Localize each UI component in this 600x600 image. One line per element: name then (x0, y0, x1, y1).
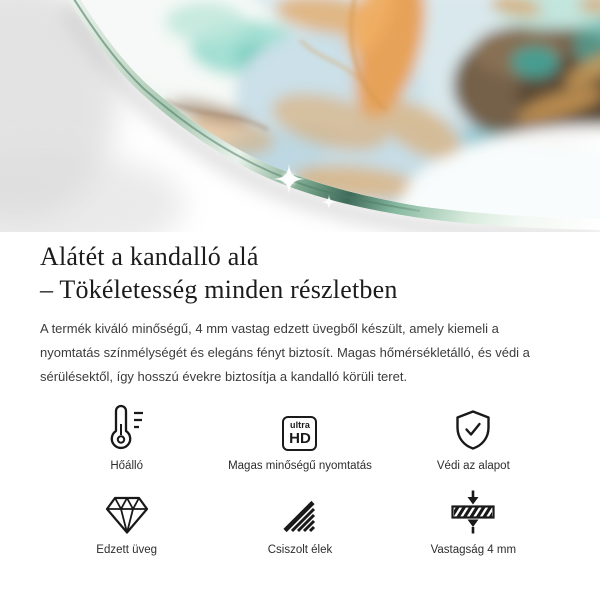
page-title-line1: Alátét a kandalló alá (40, 242, 259, 271)
shield-check-icon (454, 409, 492, 451)
feature-label: Vastagság 4 mm (430, 544, 517, 557)
ultra-hd-icon-text-top: ultra (289, 419, 310, 430)
feature-label: Védi az alapot (436, 459, 510, 472)
feature-label: Csiszolt élek (267, 544, 333, 557)
page-title-line2: – Tökéletesség minden részletben (40, 275, 398, 305)
feature-heat-resistant (40, 403, 213, 474)
feature-label: Edzett üveg (96, 544, 158, 557)
feature-tempered-glass (40, 487, 213, 558)
feature-thickness (387, 487, 560, 558)
diamond-icon (104, 495, 150, 535)
feature-grid (40, 403, 560, 558)
feature-base-protection (387, 403, 560, 474)
feature-print-quality (213, 403, 386, 474)
thermometer-icon (108, 404, 146, 451)
ultra-hd-icon (282, 416, 317, 451)
feature-polished-edges (213, 487, 386, 558)
thickness-icon (450, 489, 496, 535)
ultra-hd-icon-text-bottom: HD (289, 429, 311, 447)
product-details-section (0, 240, 600, 558)
polished-edges-icon (280, 497, 320, 535)
glass-mat-artwork (0, 0, 600, 232)
product-image (0, 0, 600, 232)
product-description: A termék kiváló minőségű, 4 mm vastag edzett üvegből készült, amely kiemeli a nyomtatás színmélységét és elegáns fényt biztosít. Magas hőmérsékletálló, és védi a sérülésektől, így hosszú évekre biztosítja a kandalló körüli teret. (40, 320, 530, 384)
page-title (40, 240, 560, 307)
feature-label: Hőálló (110, 459, 143, 472)
feature-label: Magas minőségű nyomtatás (228, 459, 372, 472)
